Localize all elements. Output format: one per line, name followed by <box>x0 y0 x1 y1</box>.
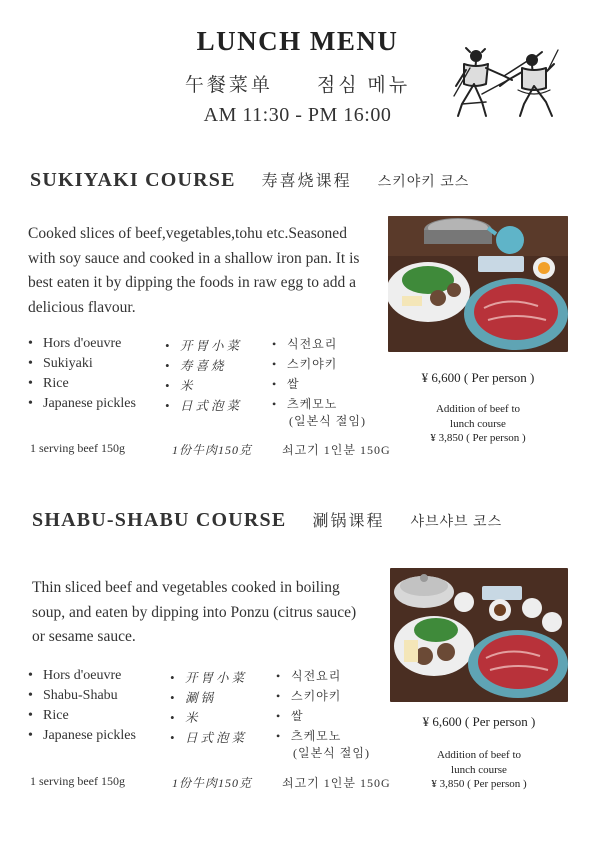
list-item: • 日式泡菜 <box>170 728 247 748</box>
list-item: • Rice <box>28 706 136 726</box>
pickles-note: (일본식 절임) <box>293 746 370 760</box>
list-item: • Shabu-Shabu <box>28 686 136 706</box>
shabu-course-heading <box>32 508 502 532</box>
lunch-hours: AM 11:30 - PM 16:00 <box>203 104 392 126</box>
pickles-note: (일본식 절임) <box>289 414 366 428</box>
list-item: • 쌀 <box>276 706 370 726</box>
sukiyaki-serving-kr: 쇠고기 1인분 150G <box>282 443 391 457</box>
sukiyaki-course-heading <box>30 168 469 192</box>
sukiyaki-name-kr: 스키야키 코스 <box>377 175 470 190</box>
sukiyaki-items-cn <box>165 336 242 416</box>
shabu-serving-kr: 쇠고기 1인분 150G <box>282 776 391 790</box>
sukiyaki-addition <box>388 402 568 446</box>
sukiyaki-photo <box>388 216 568 352</box>
shabu-items-en <box>28 666 136 746</box>
sukiyaki-items-en <box>28 334 136 414</box>
shabu-name-en: SHABU-SHABU COURSE <box>32 509 287 531</box>
sukiyaki-items-kr <box>272 334 366 428</box>
menu-title: LUNCH MENU <box>196 26 399 56</box>
list-item: • 涮锅 <box>170 688 247 708</box>
sukiyaki-serving-en: 1 serving beef 150g <box>30 441 125 455</box>
list-item: • 츠케모노 <box>276 726 370 746</box>
shabu-items-cn <box>170 668 247 748</box>
list-item: • 米 <box>165 376 242 396</box>
list-item: • 开胃小菜 <box>165 336 242 356</box>
list-item: • 米 <box>170 708 247 728</box>
shabu-description: Thin sliced beef and vegetables cooked in boiling soup, and eaten by dipping into Ponzu (citrus sauce) or sesame sauce. <box>32 579 357 645</box>
shabu-price: ¥ 6,600 ( Per person ) <box>422 714 536 729</box>
shabu-serving-cn: 1份牛肉150克 <box>172 776 253 790</box>
list-item: • Rice <box>28 374 136 394</box>
list-item: • 쌀 <box>272 374 366 394</box>
samurai-swordfight-icon <box>452 46 560 120</box>
sukiyaki-price: ¥ 6,600 ( Per person ) <box>421 370 535 385</box>
sukiyaki-name-cn: 寿喜烧课程 <box>261 173 352 190</box>
list-item: • Hors d'oeuvre <box>28 334 136 354</box>
list-item: • Hors d'oeuvre <box>28 666 136 686</box>
shabu-addition <box>390 748 568 792</box>
addition-line: Addition of beef to <box>435 403 520 415</box>
addition-line: Addition of beef to <box>436 749 521 761</box>
list-item: • 식전요리 <box>272 334 366 354</box>
addition-line: lunch course <box>451 763 507 776</box>
list-item: • 开胃小菜 <box>170 668 247 688</box>
shabu-serving-en: 1 serving beef 150g <box>30 774 125 788</box>
list-item: • 츠케모노 <box>272 394 366 414</box>
shabu-name-cn: 涮锅课程 <box>312 513 385 530</box>
addition-price: ¥ 3,850 ( Per person ) <box>431 778 527 790</box>
list-item: • 寿喜烧 <box>165 356 242 376</box>
menu-subtitle-cn-kr: 午餐菜单 점심 메뉴 <box>184 75 411 96</box>
list-item: • Japanese pickles <box>28 726 136 746</box>
list-item: • 식전요리 <box>276 666 370 686</box>
shabu-items-kr <box>276 666 370 760</box>
list-item: • 스키야키 <box>272 354 366 374</box>
sukiyaki-name-en: SUKIYAKI COURSE <box>30 169 236 191</box>
list-item: • Sukiyaki <box>28 354 136 374</box>
shabu-name-kr: 샤브샤브 코스 <box>410 515 503 530</box>
list-item: • Japanese pickles <box>28 394 136 414</box>
shabu-photo <box>390 568 568 702</box>
list-item: • 日式泡菜 <box>165 396 242 416</box>
sukiyaki-serving-cn: 1份牛肉150克 <box>172 443 253 457</box>
addition-line: lunch course <box>450 417 506 430</box>
list-item: • 스키야키 <box>276 686 370 706</box>
sukiyaki-description: Cooked slices of beef,vegetables,tohu etc.Seasoned with soy sauce and cooked in a shallow iron pan. It is best eaten it by dipping the foods in raw egg to add a delicious flavour. <box>28 225 360 316</box>
addition-price: ¥ 3,850 ( Per person ) <box>430 432 526 444</box>
